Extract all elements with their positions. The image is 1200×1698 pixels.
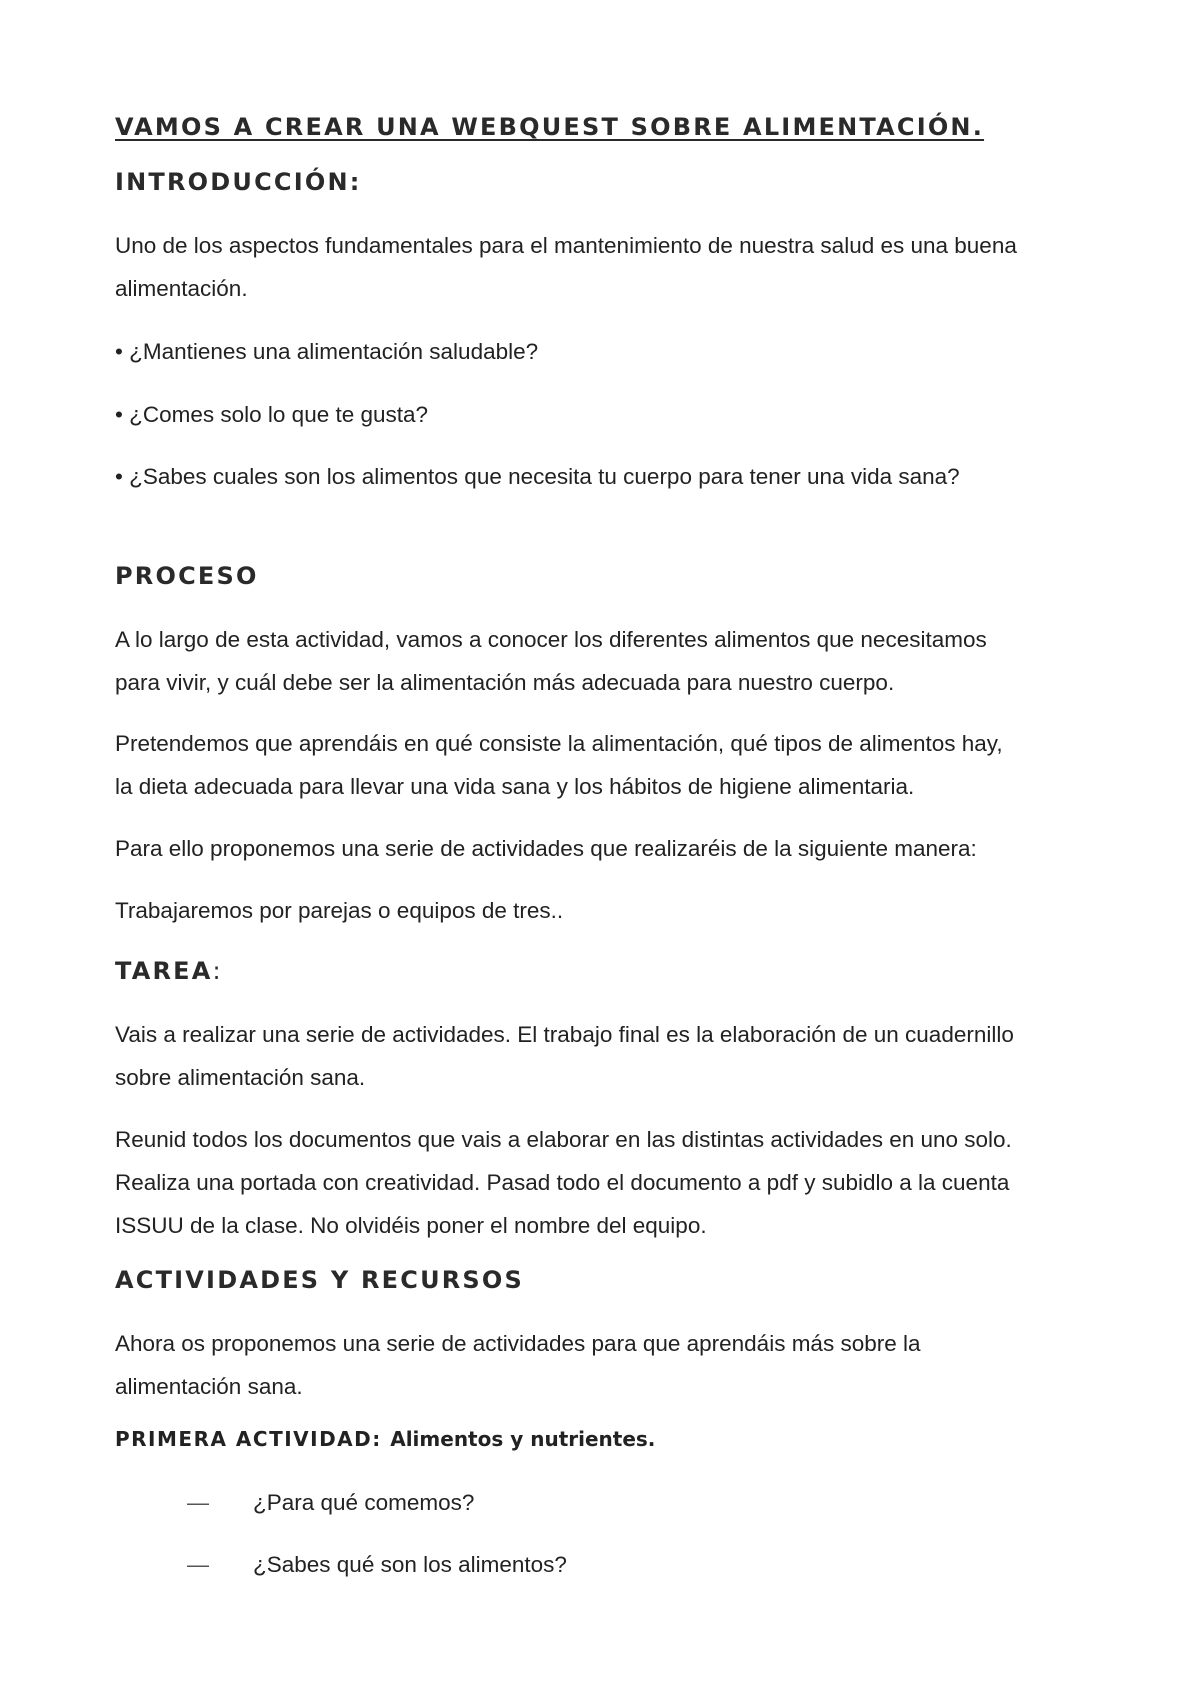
tarea-paragraph-2 [115,1118,1012,1247]
paragraph-line: sobre alimentación sana. [115,1065,366,1090]
heading-proceso: PROCESO [115,562,259,590]
heading-actividades: ACTIVIDADES Y RECURSOS [115,1266,525,1294]
paragraph-line: la dieta adecuada para llevar una vida sana y los hábitos de higiene alimentaria. [115,774,915,799]
list-item: ¿Para qué comemos? [253,1490,475,1515]
dash-bullet: — [187,1490,209,1515]
primera-actividad-title: Alimentos y nutrientes. [390,1427,656,1451]
primera-actividad-label: PRIMERA ACTIVIDAD: [115,1427,382,1451]
paragraph-line: Vais a realizar una serie de actividades. El trabajo final es la elaboración de un cuadernillo [115,1022,1014,1047]
paragraph-line: Pretendemos que aprendáis en qué consiste la alimentación, qué tipos de alimentos hay, [115,731,1003,756]
paragraph-line: alimentación sana. [115,1374,303,1399]
primera-actividad-heading [115,1427,655,1451]
paragraph-line: Realiza una portada con creatividad. Pasad todo el documento a pdf y subidlo a la cuenta [115,1170,1010,1195]
paragraph-line: ISSUU de la clase. No olvidéis poner el nombre del equipo. [115,1213,707,1238]
intro-question: • ¿Mantienes una alimentación saludable? [115,339,539,364]
intro-question: • ¿Sabes cuales son los alimentos que necesita tu cuerpo para tener una vida sana? [115,464,960,489]
paragraph-line: Ahora os proponemos una serie de actividades para que aprendáis más sobre la [115,1331,921,1356]
heading-tarea-text: TAREA [115,957,213,985]
intro-paragraph [115,224,1017,310]
paragraph-line: alimentación. [115,276,248,301]
document-title: VAMOS A CREAR UNA WEBQUEST SOBRE ALIMENTACIÓN. [115,113,985,141]
paragraph-line: Uno de los aspectos fundamentales para el mantenimiento de nuestra salud es una buena [115,233,1017,258]
actividades-paragraph [115,1322,921,1408]
heading-introduccion: INTRODUCCIÓN: [115,168,362,196]
heading-tarea [115,957,221,985]
proceso-paragraph-1 [115,618,987,704]
intro-question: • ¿Comes solo lo que te gusta? [115,402,429,427]
proceso-paragraph-2 [115,722,1003,808]
tarea-paragraph-1 [115,1013,1014,1099]
paragraph-line: Reunid todos los documentos que vais a elaborar en las distintas actividades en uno solo. [115,1127,1012,1152]
dash-bullet: — [187,1552,209,1577]
proceso-paragraph-4: Trabajaremos por parejas o equipos de tres.. [115,898,564,923]
proceso-paragraph-3: Para ello proponemos una serie de actividades que realizaréis de la siguiente manera: [115,836,977,861]
heading-tarea-colon: : [212,957,221,985]
list-item: ¿Sabes qué son los alimentos? [253,1552,567,1577]
paragraph-line: A lo largo de esta actividad, vamos a conocer los diferentes alimentos que necesitamos [115,627,987,652]
paragraph-line: para vivir, y cuál debe ser la alimentación más adecuada para nuestro cuerpo. [115,670,895,695]
